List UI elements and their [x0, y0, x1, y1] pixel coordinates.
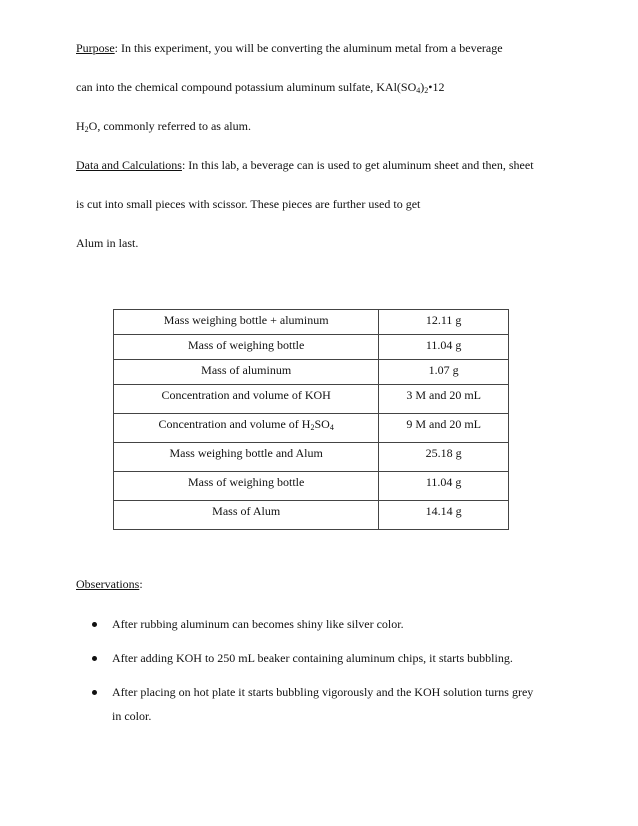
- data-calc-heading: Data and Calculations: [76, 158, 182, 172]
- table-row: [114, 310, 509, 335]
- table-cell-label: Concentration and volume of KOH: [114, 385, 379, 414]
- table-row: [114, 443, 509, 472]
- data-calc-line-3: Alum in last.: [76, 236, 139, 250]
- list-item: After placing on hot plate it starts bubbling vigorously and the KOH solution turns grey: [112, 685, 534, 699]
- purpose-line-3: [76, 119, 251, 133]
- table-cell-label: [114, 414, 379, 443]
- data-calc-line-2: is cut into small pieces with scissor. These pieces are further used to get: [76, 197, 421, 211]
- table-cell-value: 1.07 g: [379, 360, 509, 385]
- data-table: [113, 309, 509, 530]
- data-calc-text-1: : In this lab, a beverage can is used to get aluminum sheet and then, sheet: [181, 158, 534, 172]
- purpose-text-3b: O, commonly referred to as alum.: [88, 119, 251, 133]
- data-calc-line-1: [76, 158, 534, 172]
- bullet-icon: [92, 622, 97, 627]
- subscript: 2: [424, 86, 429, 95]
- table-cell-value: 9 M and 20 mL: [379, 414, 509, 443]
- purpose-line-2: [76, 80, 444, 94]
- list-item: After adding KOH to 250 mL beaker containing aluminum chips, it starts bubbling.: [112, 651, 513, 665]
- label-text: SO: [314, 417, 330, 431]
- table-cell-label: Mass weighing bottle + aluminum: [114, 310, 379, 335]
- subscript: 4: [329, 423, 334, 432]
- table-row: [114, 360, 509, 385]
- purpose-heading: Purpose: [76, 41, 115, 55]
- list-item-continuation: in color.: [112, 709, 152, 723]
- table-cell-value: 25.18 g: [379, 443, 509, 472]
- bullet-icon: [92, 656, 97, 661]
- table-row: [114, 414, 509, 443]
- purpose-text-1: : In this experiment, you will be converting the aluminum metal from a beverage: [114, 41, 503, 55]
- subscript: 2: [84, 125, 89, 134]
- subscript: 2: [310, 423, 315, 432]
- table-row: [114, 501, 509, 530]
- purpose-text-2b: ): [420, 80, 425, 94]
- observations-heading: Observations: [76, 577, 140, 591]
- observations-line: [76, 577, 143, 591]
- table-cell-label: Mass of weighing bottle: [114, 472, 379, 501]
- list-item: After rubbing aluminum can becomes shiny like silver color.: [112, 617, 404, 631]
- table-cell-label: Mass of aluminum: [114, 360, 379, 385]
- table-row: [114, 335, 509, 360]
- purpose-line-1: [76, 41, 503, 55]
- table-row: [114, 472, 509, 501]
- table-cell-value: 12.11 g: [379, 310, 509, 335]
- bullet-icon: [92, 690, 97, 695]
- label-text: Concentration and volume of H: [158, 417, 311, 431]
- subscript: 4: [416, 86, 421, 95]
- table-cell-label: Mass of Alum: [114, 501, 379, 530]
- table-cell-label: Mass of weighing bottle: [114, 335, 379, 360]
- table-cell-value: 3 M and 20 mL: [379, 385, 509, 414]
- table-cell-value: 14.14 g: [379, 501, 509, 530]
- purpose-text-2c: •12: [428, 80, 445, 94]
- table-cell-label: Mass weighing bottle and Alum: [114, 443, 379, 472]
- table-cell-value: 11.04 g: [379, 472, 509, 501]
- observations-colon: :: [139, 577, 143, 591]
- purpose-text-3: H: [76, 119, 85, 133]
- table-row: [114, 385, 509, 414]
- purpose-text-2: can into the chemical compound potassium aluminum sulfate, KAl(SO: [76, 80, 417, 94]
- table-cell-value: 11.04 g: [379, 335, 509, 360]
